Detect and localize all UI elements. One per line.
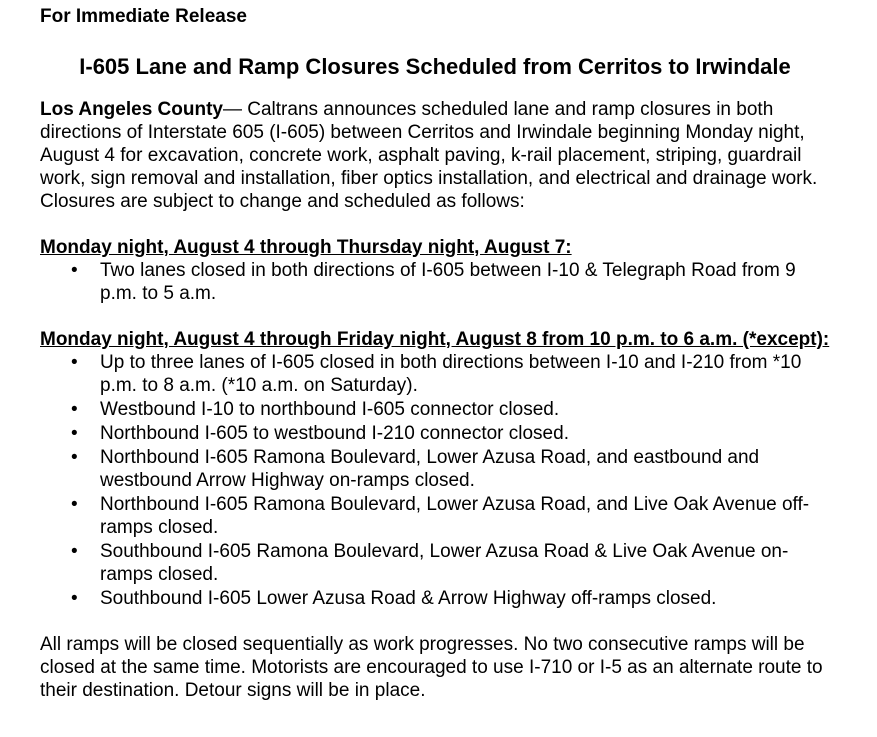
list-item-text: Northbound I-605 Ramona Boulevard, Lower Azusa Road, and Live Oak Avenue off-ramps closed. xyxy=(100,494,810,538)
intro-paragraph xyxy=(40,98,830,213)
section-title: Monday night, August 4 through Friday night, August 8 from 10 p.m. to 6 a.m. (*except): xyxy=(40,329,830,350)
intro-text: — Caltrans announces scheduled lane and ramp closures in both directions of Interstate 605 (I-605) between Cerritos and Irwindale beginning Monday night, August 4 for excavation, concrete work, asphalt paving, k-rail placement, striping, guardrail work, sign removal and installation, fiber optics installation, and electrical and drainage work. Closures are subject to change and scheduled as follows: xyxy=(40,99,818,212)
closure-list xyxy=(40,351,830,610)
closing-paragraph: All ramps will be closed sequentially as work progresses. No two consecutive ramps will be closed at the same time. Motorists are encouraged to use I-710 or I-5 as an alternate route to their destination. Detour signs will be in place. xyxy=(40,634,823,701)
list-item-text: Two lanes closed in both directions of I-605 between I-10 & Telegraph Road from 9 p.m. to 5 a.m. xyxy=(100,260,796,304)
closure-section xyxy=(40,236,830,305)
list-item-text: Southbound I-605 Ramona Boulevard, Lower Azusa Road & Live Oak Avenue on-ramps closed. xyxy=(100,541,789,585)
list-item xyxy=(40,587,830,610)
list-item xyxy=(40,351,830,397)
headline: I-605 Lane and Ramp Closures Scheduled from Cerritos to Irwindale xyxy=(79,54,791,79)
bullet-icon: • xyxy=(71,447,78,468)
bullet-icon: • xyxy=(71,260,78,281)
list-item xyxy=(40,540,830,586)
list-item xyxy=(40,259,830,305)
list-item xyxy=(40,493,830,539)
closure-section xyxy=(40,328,830,610)
list-item xyxy=(40,398,830,421)
bullet-icon: • xyxy=(71,588,78,609)
intro-lead: Los Angeles County xyxy=(40,99,223,120)
list-item-text: Northbound I-605 to westbound I-210 connector closed. xyxy=(100,423,569,444)
list-item-text: Northbound I-605 Ramona Boulevard, Lower Azusa Road, and eastbound and westbound Arrow Highway on-ramps closed. xyxy=(100,447,760,491)
section-title: Monday night, August 4 through Thursday night, August 7: xyxy=(40,237,572,258)
bullet-icon: • xyxy=(71,541,78,562)
bullet-icon: • xyxy=(71,399,78,420)
list-item-text: Up to three lanes of I-605 closed in both directions between I-10 and I-210 from *10 p.m. to 8 a.m. (*10 a.m. on Saturday). xyxy=(100,352,802,396)
list-item-text: Westbound I-10 to northbound I-605 connector closed. xyxy=(100,399,560,420)
list-item xyxy=(40,422,830,445)
press-release-document xyxy=(40,6,830,702)
bullet-icon: • xyxy=(71,494,78,515)
bullet-icon: • xyxy=(71,352,78,373)
bullet-icon: • xyxy=(71,423,78,444)
release-label: For Immediate Release xyxy=(40,6,247,27)
list-item-text: Southbound I-605 Lower Azusa Road & Arrow Highway off-ramps closed. xyxy=(100,588,717,609)
list-item xyxy=(40,446,830,492)
closure-list xyxy=(40,259,830,305)
